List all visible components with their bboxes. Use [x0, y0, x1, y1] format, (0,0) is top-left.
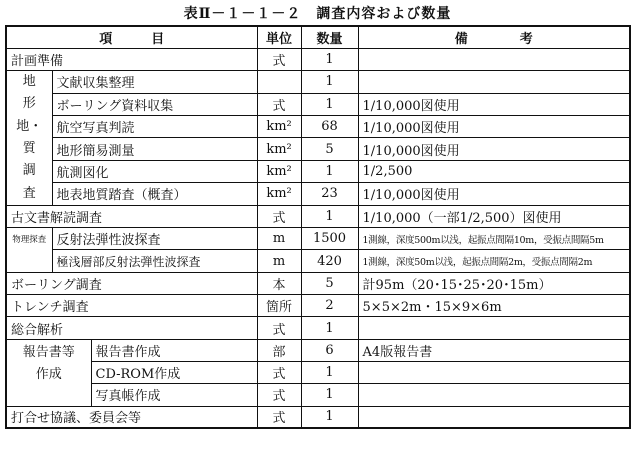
- row-label: 地形簡易測量: [52, 138, 257, 160]
- row-label: 写真帳作成: [91, 384, 257, 406]
- table-row: [6, 250, 630, 272]
- row-unit: 式: [257, 317, 301, 339]
- row-remarks: A4版報告書: [358, 339, 630, 361]
- row-label: CD-ROM作成: [91, 361, 257, 383]
- row-unit: [257, 71, 301, 94]
- row-label: 極浅層部反射法弾性波探査: [52, 250, 257, 272]
- row-remarks: [358, 317, 630, 339]
- row-unit: 箇所: [257, 295, 301, 317]
- table-row: [6, 228, 630, 250]
- row-label: 地表地質踏査（概査）: [52, 183, 257, 206]
- row-unit: 式: [257, 384, 301, 406]
- row-unit: m: [257, 228, 301, 250]
- table-row: [6, 295, 630, 317]
- row-qty: 1: [301, 48, 358, 70]
- row-unit: km²: [257, 138, 301, 160]
- group-char: 査: [6, 183, 52, 206]
- table-row: [6, 205, 630, 227]
- row-unit: 式: [257, 205, 301, 227]
- header-item: 項 目: [6, 26, 257, 48]
- row-remarks: [358, 71, 630, 94]
- survey-quantity-table: [5, 25, 631, 429]
- header-qty: 数量: [301, 26, 358, 48]
- row-remarks: 1/10,000図使用: [358, 138, 630, 160]
- group-char: 地・: [6, 116, 52, 138]
- row-remarks: 1測線，深度50m以浅，起振点間隔2m，受振点間隔2m: [358, 250, 630, 272]
- row-remarks: 1/10,000（一部1/2,500）図使用: [358, 205, 630, 227]
- header-unit: 単位: [257, 26, 301, 48]
- row-remarks: [358, 406, 630, 428]
- row-remarks: [358, 48, 630, 70]
- row-qty: 1: [301, 205, 358, 227]
- row-unit: 式: [257, 93, 301, 115]
- row-label: 打合せ協議、委員会等: [6, 406, 257, 428]
- table-row: [6, 183, 630, 206]
- row-label: トレンチ調査: [6, 295, 257, 317]
- group-char: 形: [6, 93, 52, 115]
- table-row: [6, 272, 630, 294]
- row-label: 反射法弾性波探査: [52, 228, 257, 250]
- row-unit: 式: [257, 361, 301, 383]
- table-row: [6, 71, 630, 94]
- table-row: [6, 339, 630, 361]
- table-row: [6, 116, 630, 138]
- group-char: 地: [6, 71, 52, 94]
- row-remarks: [358, 384, 630, 406]
- row-remarks: 1/2,500: [358, 160, 630, 182]
- row-qty: 1: [301, 406, 358, 428]
- group-label-butsuri: 物理探査: [6, 228, 52, 273]
- row-qty: 1: [301, 160, 358, 182]
- row-unit: km²: [257, 116, 301, 138]
- row-qty: 5: [301, 272, 358, 294]
- table-row: [6, 138, 630, 160]
- table-title: 表Ⅱ－１－１－２ 調査内容および数量: [183, 6, 452, 22]
- row-label: 航空写真判読: [52, 116, 257, 138]
- header-remarks: 備 考: [358, 26, 630, 48]
- table-row: [6, 361, 630, 383]
- row-unit: 式: [257, 406, 301, 428]
- row-remarks: 1測線，深度500m以浅，起振点間隔10m，受振点間隔5m: [358, 228, 630, 250]
- row-label: 総合解析: [6, 317, 257, 339]
- row-label: ボーリング調査: [6, 272, 257, 294]
- row-label: ボーリング資料収集: [52, 93, 257, 115]
- group-char: 調: [6, 160, 52, 182]
- row-qty: 420: [301, 250, 358, 272]
- group-label-houkoku-line1: 報告書等: [6, 339, 91, 361]
- row-remarks: 1/10,000図使用: [358, 93, 630, 115]
- row-unit: km²: [257, 183, 301, 206]
- row-qty: 1: [301, 71, 358, 94]
- row-remarks: 5×5×2m・15×9×6m: [358, 295, 630, 317]
- row-remarks: 計95m（20･15･25･20･15m）: [358, 272, 630, 294]
- row-qty: 1: [301, 384, 358, 406]
- row-unit: 本: [257, 272, 301, 294]
- table-row: [6, 93, 630, 115]
- row-label: 計画準備: [6, 48, 257, 70]
- row-remarks: 1/10,000図使用: [358, 183, 630, 206]
- row-remarks: [358, 361, 630, 383]
- row-qty: 5: [301, 138, 358, 160]
- row-label: 航測図化: [52, 160, 257, 182]
- row-qty: 68: [301, 116, 358, 138]
- group-label-houkoku-blank: [6, 384, 91, 406]
- row-label: 報告書作成: [91, 339, 257, 361]
- row-unit: 式: [257, 48, 301, 70]
- row-remarks: 1/10,000図使用: [358, 116, 630, 138]
- row-qty: 1500: [301, 228, 358, 250]
- row-qty: 2: [301, 295, 358, 317]
- row-qty: 6: [301, 339, 358, 361]
- group-char: 質: [6, 138, 52, 160]
- table-row: [6, 406, 630, 428]
- row-qty: 1: [301, 317, 358, 339]
- row-qty: 1: [301, 93, 358, 115]
- row-label: 文献収集整理: [52, 71, 257, 94]
- table-row: [6, 384, 630, 406]
- row-unit: km²: [257, 160, 301, 182]
- table-row: [6, 160, 630, 182]
- row-unit: 部: [257, 339, 301, 361]
- header-row: [6, 26, 630, 48]
- row-label: 古文書解読調査: [6, 205, 257, 227]
- row-qty: 23: [301, 183, 358, 206]
- table-row: [6, 317, 630, 339]
- row-unit: m: [257, 250, 301, 272]
- group-label-houkoku-line2: 作成: [6, 361, 91, 383]
- row-qty: 1: [301, 361, 358, 383]
- table-row: [6, 48, 630, 70]
